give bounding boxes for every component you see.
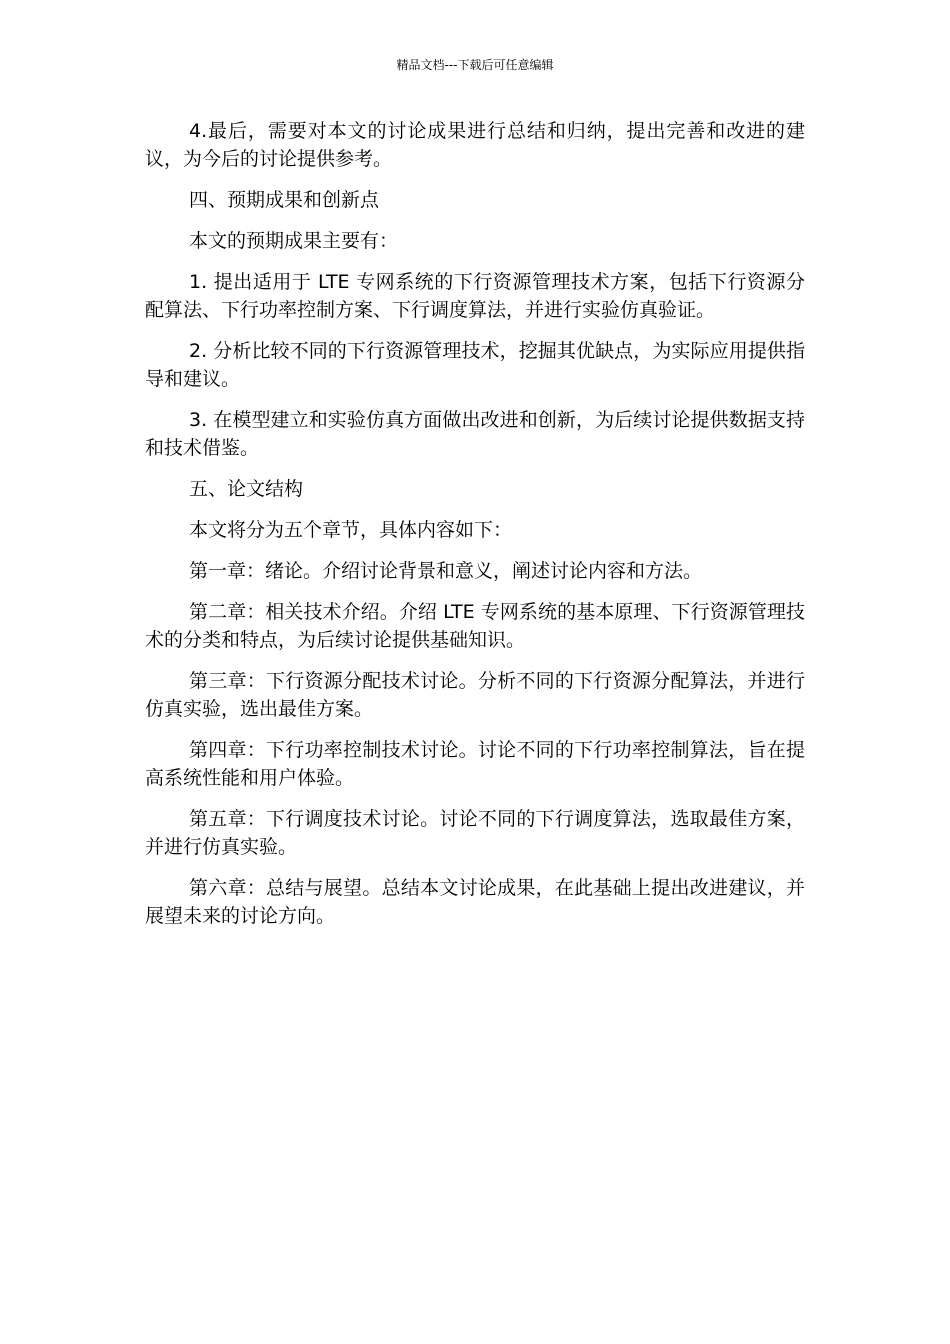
section-heading-expected-results: 四、预期成果和创新点	[189, 189, 380, 211]
chapter-5-summary: 第五章：下行调度技术讨论。讨论不同的下行调度算法，选取最佳方案，并进行仿真实验。	[145, 808, 805, 858]
chapter-4-summary: 第四章：下行功率控制技术讨论。讨论不同的下行功率控制算法，旨在提高系统性能和用户体验。	[145, 739, 805, 789]
section-heading-thesis-structure: 五、论文结构	[189, 478, 304, 500]
chapter-2-summary: 第二章：相关技术介绍。介绍 LTE 专网系统的基本原理、下行资源管理技术的分类和特点，为后续讨论提供基础知识。	[145, 601, 805, 651]
paragraph-conclusion-step: 4.最后，需要对本文的讨论成果进行总结和归纳，提出完善和改进的建议，为今后的讨论提供参考。	[145, 120, 805, 170]
page-header: 精品文档---下载后可任意编辑	[396, 58, 554, 72]
list-item-result-3: 3. 在模型建立和实验仿真方面做出改进和创新，为后续讨论提供数据支持和技术借鉴。	[145, 409, 805, 459]
chapter-6-summary: 第六章：总结与展望。总结本文讨论成果，在此基础上提出改进建议，并展望未来的讨论方向。	[145, 877, 805, 927]
paragraph-expected-results-intro: 本文的预期成果主要有：	[189, 230, 399, 252]
chapter-1-summary: 第一章：绪论。介绍讨论背景和意义，阐述讨论内容和方法。	[189, 560, 703, 582]
document-body	[145, 117, 805, 943]
list-item-result-2: 2. 分析比较不同的下行资源管理技术，挖掘其优缺点，为实际应用提供指导和建议。	[145, 340, 805, 390]
chapter-3-summary: 第三章：下行资源分配技术讨论。分析不同的下行资源分配算法，并进行仿真实验，选出最佳方案。	[145, 670, 805, 720]
list-item-result-1: 1. 提出适用于 LTE 专网系统的下行资源管理技术方案，包括下行资源分配算法、下行功率控制方案、下行调度算法，并进行实验仿真验证。	[145, 271, 805, 321]
paragraph-structure-intro: 本文将分为五个章节，具体内容如下：	[189, 519, 513, 541]
